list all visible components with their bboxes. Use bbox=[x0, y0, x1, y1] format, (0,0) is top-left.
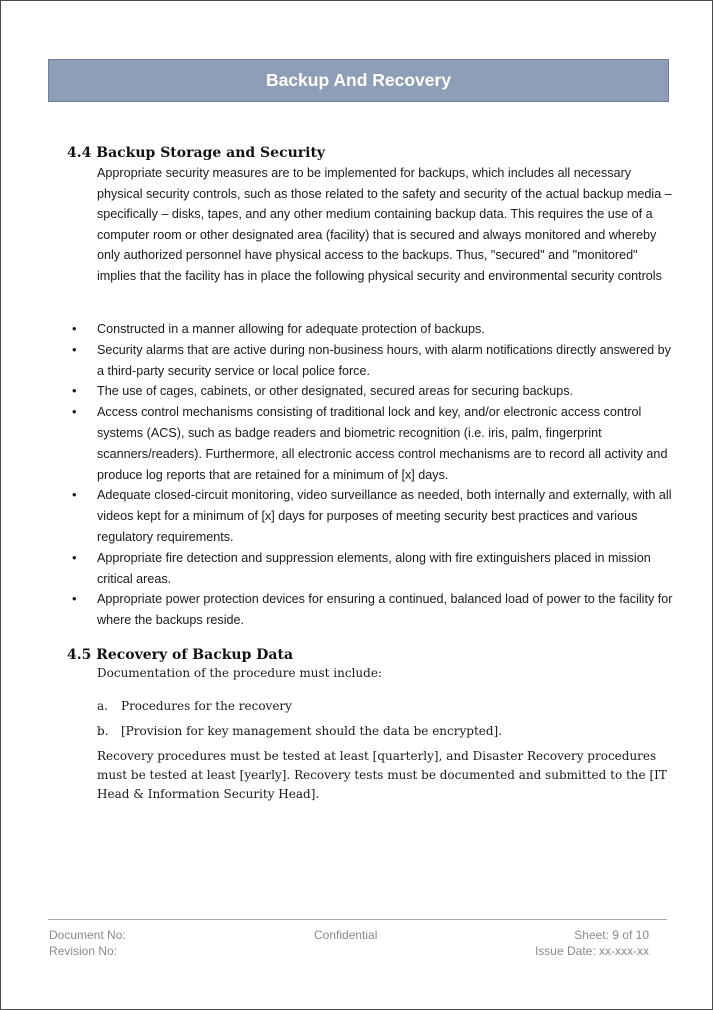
footer-divider bbox=[48, 919, 667, 920]
section-heading-4-4: 4.4 Backup Storage and Security bbox=[67, 145, 326, 161]
footer-document-no: Document No: bbox=[49, 928, 126, 942]
footer-issue-date: Issue Date: xx-xxx-xx bbox=[534, 944, 649, 958]
bullet-icon: • bbox=[72, 341, 77, 357]
section-4-4-intro: Appropriate security measures are to be implemented for backups, which includes all necessary physical security controls, such as those related to the safety and security of the actual backup media – specifically – disks, tapes, and any other medium containing backup data. This requires the use of a computer room or other designated area (facility) that is secured and always monitored and whereby only authorized personnel have physical access to the backups. Thus, "secured" and "monitored" implies that the facility has in place the following physical security and environmental security controls bbox=[97, 166, 672, 283]
list-item: • Adequate closed-circuit monitoring, video surveillance as needed, both internally and externally, with all videos kept for a minimum of [x] days for purposes of meeting security best practices and various regulatory requirements. bbox=[72, 487, 672, 544]
list-item-text: [Provision for key management should the data be encrypted]. bbox=[121, 724, 503, 738]
list-item: • Appropriate power protection devices for ensuring a continued, balanced load of power to the facility for where the backups reside. bbox=[72, 591, 673, 628]
security-controls-list bbox=[1, 319, 712, 631]
list-item: • Appropriate fire detection and suppression elements, along with fire extinguishers placed in mission critical areas. bbox=[72, 549, 651, 586]
bullet-icon: • bbox=[72, 487, 77, 503]
bullet-icon: • bbox=[72, 549, 77, 565]
section-4-5-intro: Documentation of the procedure must include: bbox=[97, 666, 382, 680]
section-4-5-closing: Recovery procedures must be tested at least [quarterly], and Disaster Recovery procedures must be tested at least [yearly]. Recovery tests must be documented and submitted to the [IT Head & Information Security Head]. bbox=[97, 749, 667, 801]
list-item: • Security alarms that are active during non-business hours, with alarm notifications directly answered by a third-party security service or local police force. bbox=[72, 341, 671, 378]
bullet-icon: • bbox=[72, 383, 77, 399]
bullet-icon: • bbox=[72, 591, 77, 607]
list-item: • The use of cages, cabinets, or other designated, secured areas for securing backups. bbox=[1, 381, 673, 402]
footer-classification: Confidential bbox=[314, 928, 378, 942]
list-marker: b. bbox=[97, 724, 109, 738]
list-item bbox=[97, 722, 667, 741]
footer-revision-no: Revision No: bbox=[49, 944, 118, 958]
list-item bbox=[97, 697, 667, 716]
bullet-icon: • bbox=[72, 404, 77, 420]
page-title-banner bbox=[48, 59, 669, 102]
footer-sheet: Sheet: 9 of 10 bbox=[574, 928, 649, 942]
bullet-icon: • bbox=[72, 321, 77, 336]
list-item-text: Procedures for the recovery bbox=[121, 699, 292, 713]
list-marker: a. bbox=[97, 699, 108, 713]
page-title: Backup And Recovery bbox=[265, 70, 452, 90]
list-item: • Access control mechanisms consisting of traditional lock and key, and/or electronic access control systems (ACS), such as badge readers and biometric recognition (i.e. iris, palm, fingerprint scanners/readers). Furthermore, all electronic access control mechanisms are to record all activity and produce log reports that are retained for a minimum of [x] days. bbox=[72, 404, 668, 482]
section-heading-4-5: 4.5 Recovery of Backup Data bbox=[67, 647, 294, 663]
list-item: • Constructed in a manner allowing for adequate protection of backups. bbox=[1, 319, 673, 340]
